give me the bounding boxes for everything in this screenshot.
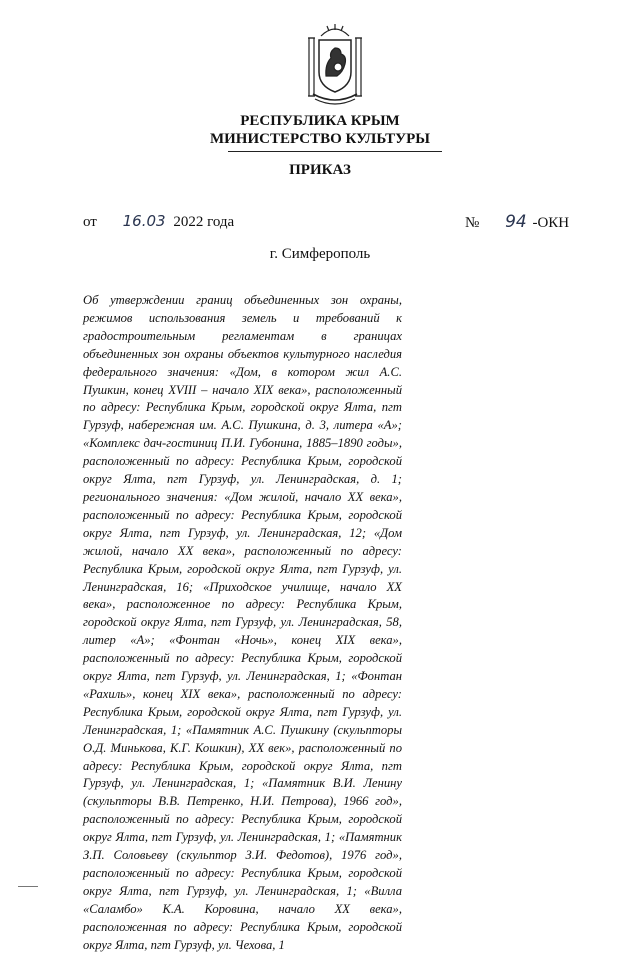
order-subject-text: Об утверждении границ объединенных зон охраны, режимов использования земель и требований к градостроительным регламентам в границах объединенных зон охраны объектов культурного наследия федерального значения: «Дом, в котором жил А.С. Пушкин, конец XVIII – начало XIX века», расположенный по адресу: Республика Крым, городской округ Ялта, пгт Гурзуф, набережная им. А.С. Пушкина, д. 3, литера «А»; «Комплекс дач-гостиниц П.И. Губонина, 1885–1890 годы», расположенный по адресу: Республика Крым, городской округ Ялта, пгт Гурзуф, ул. Ленинградская, д. 1; регионального значения: «Дом жилой, начало XX века», расположенный по адресу: Республика Крым, городской округ Ялта, пгт Гурзуф, ул. Ленинградская, 12; «Дом жилой, начало XX века», расположенный по адресу: Республика Крым, городской округ Ялта, пгт Гурзуф, ул. Ленинградская, 16; «Приходское училище, начало XX века», расположенное по адресу: Республика Крым, городской округ Ялта, пгт Гурзуф, ул. Ленинградская, 58, литер «А»; «Фонтан «Ночь», конец XIX века», расположенный по адресу: Республика Крым, городской округ Ялта, пгт Гурзуф, ул. Ленинградская, 1; «Фонтан «Рахиль», конец XIX века», расположенный по адресу: Республика Крым, городской округ Ялта, пгт Гурзуф, ул. Ленинградская, 1; «Памятник А.С. Пушкину (скульпторы О.Д. Минькова, К.Г. Кошкин), XX век», расположенный по адресу: Республика Крым, городской округ Ялта, пгт Гурзуф, ул. Ленинградская, 1; «Памятник В.И. Ленину (скульпторы В.В. Петренко, Н.И. Петрова), 1966 год», расположенный по адресу: Республика Крым, городской округ Ялта, пгт Гурзуф, ул. Ленинградская, 1; «Памятник З.П. Соловьеву (скульптор З.И. Федотов), 1976 год», расположенный по адресу: Республика Крым, городской округ Ялта, пгт Гурзуф, ул. Ленинградская, 1; «Вилла «Саламбо» К.А. Коровина, начало XX века», расположенная по адресу: Республика Крым, городской округ Ялта, пгт Гурзуф, ул. Чехова, 1 xyxy=(83,293,402,952)
page-corner-mark xyxy=(18,886,38,887)
header-divider xyxy=(228,151,442,152)
document-type-title: ПРИКАЗ xyxy=(289,162,351,178)
city-line: г. Симферополь xyxy=(269,246,371,262)
number-suffix: -ОКН xyxy=(532,215,570,231)
date-year: 2022 года xyxy=(173,214,235,230)
date-prefix: от xyxy=(83,214,97,230)
number-prefix: № xyxy=(465,215,480,231)
ministry-title: МИНИСТЕРСТВО КУЛЬТУРЫ xyxy=(209,131,431,147)
handwritten-number: 94 xyxy=(505,212,527,232)
handwritten-date: 16.03 xyxy=(122,212,166,230)
republic-title: РЕСПУБЛИКА КРЫМ xyxy=(240,113,400,129)
date-line xyxy=(83,212,234,231)
coat-of-arms-emblem-icon xyxy=(305,20,365,106)
number-line xyxy=(465,212,569,232)
